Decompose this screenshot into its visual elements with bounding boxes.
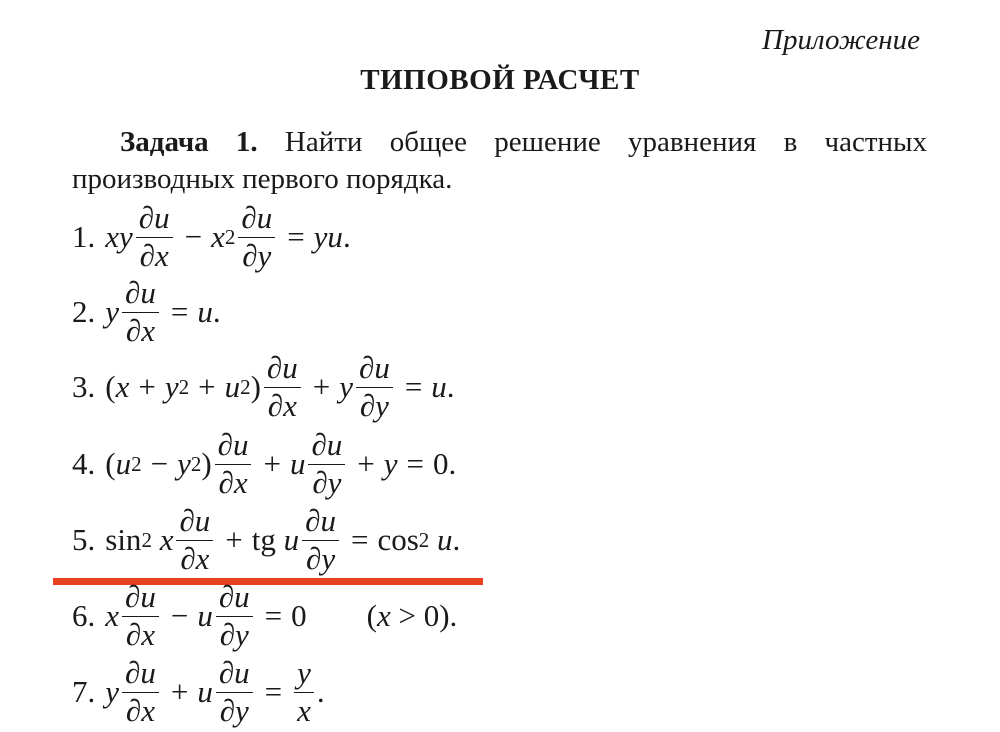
equation-number: 6. xyxy=(72,598,96,633)
equation-3: 3. ( x + y 2 + u 2 ) $\frac{\partial u}{\partial x}$ + y $\frac{\partial u}{\partial y}$ = u . xyxy=(72,349,455,423)
equation-number: 5. xyxy=(72,522,96,557)
task-label: Задача 1. xyxy=(120,126,258,158)
equation-number: 7. xyxy=(72,674,96,709)
equation-number: 3. xyxy=(72,369,96,404)
page-title: ТИПОВОЙ РАСЧЕТ xyxy=(360,64,640,96)
equation-6: 6. x $\frac{\partial u}{\partial x}$ − u $\frac{\partial u}{\partial y}$ = 0 (x > 0). xyxy=(72,578,458,652)
task-statement xyxy=(72,124,927,198)
equation-number: 4. xyxy=(72,446,96,481)
equation-number: 1. xyxy=(72,219,96,254)
equation-5: 5. sin 2 x $\frac{\partial u}{\partial x}$ + tg u $\frac{\partial u}{\partial y}$ = cos 2 u . xyxy=(72,502,461,576)
equation-2: 2. y $\frac{\partial u}{\partial x}$ = u . xyxy=(72,274,221,348)
task-text: Найти общее решение уравнения в частных производных первого порядка. xyxy=(72,126,928,195)
appendix-label: Приложение xyxy=(762,24,920,56)
equation-number: 2. xyxy=(72,294,96,329)
equation-4: 4. ( u 2 − y 2 ) $\frac{\partial u}{\partial x}$ + u $\frac{\partial u}{\partial y}$ + y = 0. xyxy=(72,426,457,500)
equation-7: 7. y $\frac{\partial u}{\partial x}$ + u $\frac{\partial u}{\partial y}$ = $\frac{y}{x}$ . xyxy=(72,654,325,728)
equation-1: 1. xy $\frac{\partial u}{\partial x}$ − x 2 $\frac{\partial u}{\partial y}$ = yu . xyxy=(72,199,351,273)
